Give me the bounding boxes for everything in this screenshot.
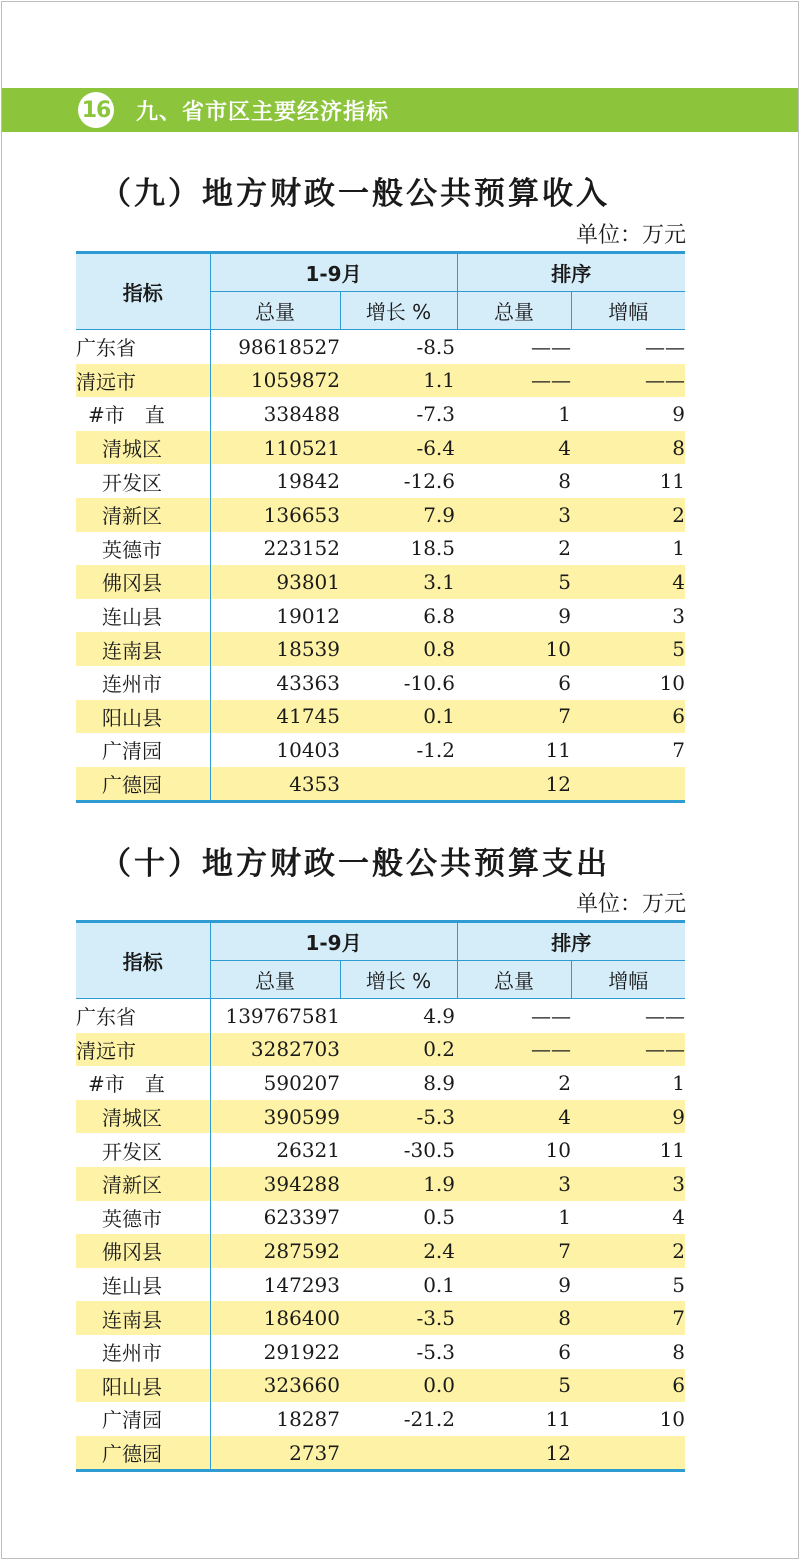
rank-growth-cell: 2 (571, 1234, 685, 1268)
region-name-cell: 广清园 (76, 1402, 210, 1436)
total-cell: 18539 (210, 632, 340, 666)
region-name-cell: 英德市 (76, 532, 210, 566)
rank-growth-cell: 6 (571, 1369, 685, 1403)
growth-header: 增长 % (340, 292, 457, 330)
region-name-cell: 广东省 (76, 999, 210, 1033)
growth-cell: -21.2 (403, 1406, 456, 1431)
rank-growth-cell: 11 (659, 1138, 686, 1163)
rank-growth-header: 增幅 (571, 961, 685, 999)
total-cell: 2737 (210, 1436, 340, 1471)
region-name-cell: 佛冈县 (76, 565, 210, 599)
rank-growth-header: 增幅 (571, 292, 685, 330)
rank-total-cell: 12 (457, 1436, 571, 1471)
region-name-cell: 清远市 (76, 1033, 210, 1067)
table-row (76, 1301, 685, 1335)
region-name-cell: 清新区 (76, 498, 210, 532)
rank-growth-cell: 6 (571, 700, 685, 734)
total-cell: 110521 (210, 431, 340, 465)
unit-label-expenditure: 单位：万元 (575, 892, 686, 917)
rank-growth-cell: —— (645, 334, 686, 359)
rank-growth-cell: 1 (672, 536, 686, 561)
region-name-cell: 清远市 (76, 364, 210, 398)
table-title-expenditure: （十）地方财政一般公共预算支出 (100, 846, 610, 882)
region-name-cell: 广东省 (76, 330, 210, 364)
rank-total-cell: 2 (558, 1070, 572, 1095)
page-number-badge: 16 (78, 92, 114, 128)
table-row (76, 1033, 685, 1067)
rank-growth-cell: 8 (672, 1339, 686, 1364)
total-cell: 136653 (210, 498, 340, 532)
growth-cell: -5.3 (340, 1100, 457, 1134)
region-name-cell: 英德市 (76, 1201, 210, 1235)
growth-cell: 4.9 (423, 1003, 456, 1028)
growth-cell: 3.1 (340, 565, 457, 599)
rank-total-cell: 5 (457, 1369, 571, 1403)
rank-total-cell: 10 (457, 632, 571, 666)
period-header: 1-9月 (210, 922, 457, 961)
growth-cell: 2.4 (340, 1234, 457, 1268)
rank-growth-cell: 5 (672, 1272, 686, 1297)
total-cell: 93801 (210, 565, 340, 599)
growth-cell: 0.0 (340, 1369, 457, 1403)
growth-cell: 18.5 (410, 536, 456, 561)
growth-cell: 1.1 (340, 364, 457, 398)
rank-total-cell: 9 (558, 603, 572, 628)
region-name-cell: 连山县 (76, 1268, 210, 1302)
table-row (76, 565, 685, 599)
region-name-cell: 连山县 (76, 599, 210, 633)
rank-total-cell: 8 (558, 469, 572, 494)
region-name-cell: 清新区 (76, 1167, 210, 1201)
growth-cell (340, 767, 457, 802)
expenditure-table (76, 920, 685, 1472)
rank-growth-cell: 7 (571, 1301, 685, 1335)
growth-cell: 1.9 (340, 1167, 457, 1201)
growth-cell: 7.9 (340, 498, 457, 532)
rank-growth-cell: 7 (672, 737, 686, 762)
growth-cell: -7.3 (416, 401, 456, 426)
rank-growth-cell: 8 (571, 431, 685, 465)
total-cell: 287592 (210, 1234, 340, 1268)
growth-cell: -10.6 (403, 670, 456, 695)
table-row (76, 1369, 685, 1403)
growth-cell: -3.5 (340, 1301, 457, 1335)
unit-label-revenue: 单位：万元 (575, 223, 686, 248)
rank-total-cell: 4 (457, 431, 571, 465)
revenue-table-body (76, 330, 685, 802)
total-cell: 186400 (210, 1301, 340, 1335)
total-cell: 3282703 (210, 1033, 340, 1067)
table-row (76, 431, 685, 465)
table-row (76, 1268, 685, 1302)
rank-total-cell: 4 (457, 1100, 571, 1134)
rank-growth-cell: 1 (672, 1070, 686, 1095)
rank-growth-cell (571, 1436, 685, 1471)
section-title: 九、省市区主要经济指标 (136, 99, 390, 125)
rank-total-cell: 12 (457, 767, 571, 802)
growth-cell: 8.9 (423, 1070, 456, 1095)
table-row (76, 1133, 685, 1167)
growth-header: 增长 % (340, 961, 457, 999)
rank-total-cell: —— (531, 334, 572, 359)
rank-header: 排序 (457, 922, 685, 961)
rank-total-cell: 6 (558, 670, 572, 695)
rank-growth-cell: 10 (659, 1406, 686, 1431)
region-name-cell: #市 直 (76, 397, 210, 431)
growth-cell: 6.8 (423, 603, 456, 628)
table-row (76, 1100, 685, 1134)
rank-total-cell: 9 (558, 1272, 572, 1297)
region-name-cell: 广清园 (76, 733, 210, 767)
rank-growth-cell: 3 (571, 1167, 685, 1201)
table-title-revenue: （九）地方财政一般公共预算收入 (100, 176, 610, 212)
region-name-cell: 广德园 (76, 1436, 210, 1471)
total-header: 总量 (210, 961, 340, 999)
table-row (76, 1234, 685, 1268)
rank-header: 排序 (457, 253, 685, 292)
total-cell: 43363 (276, 670, 340, 695)
region-name-cell: 连南县 (76, 1301, 210, 1335)
total-cell: 623397 (263, 1205, 340, 1230)
table-row (76, 1066, 685, 1100)
rank-total-cell: 5 (457, 565, 571, 599)
total-cell: 338488 (263, 401, 340, 426)
total-cell: 18287 (276, 1406, 340, 1431)
total-cell: 323660 (210, 1369, 340, 1403)
total-cell: 139767581 (225, 1003, 340, 1028)
total-cell: 98618527 (238, 334, 340, 359)
growth-cell: -5.3 (416, 1339, 456, 1364)
total-cell: 390599 (210, 1100, 340, 1134)
total-cell: 19842 (276, 469, 340, 494)
region-name-cell: 阳山县 (76, 700, 210, 734)
revenue-table (76, 251, 685, 803)
table-row (76, 1436, 685, 1471)
table-row (76, 1402, 685, 1436)
rank-total-cell: —— (457, 1033, 571, 1067)
rank-total-header: 总量 (457, 292, 571, 330)
rank-growth-cell: 5 (571, 632, 685, 666)
rank-growth-cell: 10 (659, 670, 686, 695)
growth-cell: -12.6 (403, 469, 456, 494)
growth-cell: 0.2 (340, 1033, 457, 1067)
expenditure-table-body (76, 999, 685, 1471)
growth-cell: 0.5 (423, 1205, 456, 1230)
table-row (76, 1167, 685, 1201)
rank-growth-cell: —— (571, 364, 685, 398)
rank-growth-cell: 4 (672, 1205, 686, 1230)
growth-cell: -6.4 (340, 431, 457, 465)
region-name-cell: 开发区 (76, 1133, 210, 1167)
section-band (2, 88, 798, 132)
table-row (76, 666, 685, 700)
rank-growth-cell: —— (645, 1003, 686, 1028)
region-name-cell: 阳山县 (76, 1369, 210, 1403)
region-name-cell: 清城区 (76, 1100, 210, 1134)
growth-cell (340, 1436, 457, 1471)
growth-cell: -30.5 (403, 1138, 456, 1163)
rank-total-cell: —— (531, 1003, 572, 1028)
rank-growth-cell: 9 (571, 1100, 685, 1134)
table-row (76, 532, 685, 566)
indicator-header: 指标 (76, 253, 210, 330)
table-row (76, 999, 685, 1033)
region-name-cell: 连州市 (76, 1335, 210, 1369)
rank-total-cell: 3 (457, 1167, 571, 1201)
total-cell: 147293 (263, 1272, 340, 1297)
table-row (76, 632, 685, 666)
period-header: 1-9月 (210, 253, 457, 292)
rank-growth-cell: —— (571, 1033, 685, 1067)
rank-growth-cell: 9 (672, 401, 686, 426)
growth-cell: 0.8 (340, 632, 457, 666)
rank-total-cell: 6 (558, 1339, 572, 1364)
rank-total-cell: 11 (545, 737, 572, 762)
table-row (76, 364, 685, 398)
total-cell: 26321 (276, 1138, 340, 1163)
rank-total-cell: 8 (457, 1301, 571, 1335)
region-name-cell: 清城区 (76, 431, 210, 465)
total-cell: 291922 (263, 1339, 340, 1364)
table-row (76, 599, 685, 633)
growth-cell: -1.2 (416, 737, 456, 762)
growth-cell: -8.5 (416, 334, 456, 359)
indicator-header: 指标 (76, 922, 210, 999)
table-row (76, 397, 685, 431)
table-row (76, 464, 685, 498)
rank-total-cell: 10 (545, 1138, 572, 1163)
total-cell: 41745 (210, 700, 340, 734)
table-row (76, 1335, 685, 1369)
table-row (76, 733, 685, 767)
total-cell: 223152 (263, 536, 340, 561)
region-name-cell: 广德园 (76, 767, 210, 802)
rank-growth-cell: 4 (571, 565, 685, 599)
table-row (76, 1201, 685, 1235)
total-cell: 1059872 (210, 364, 340, 398)
region-name-cell: 连南县 (76, 632, 210, 666)
rank-total-cell: 7 (457, 1234, 571, 1268)
region-name-cell: 佛冈县 (76, 1234, 210, 1268)
total-cell: 19012 (276, 603, 340, 628)
table-row (76, 498, 685, 532)
rank-total-cell: 11 (545, 1406, 572, 1431)
growth-cell: 0.1 (423, 1272, 456, 1297)
table-row (76, 700, 685, 734)
region-name-cell: #市 直 (76, 1066, 210, 1100)
table-row (76, 330, 685, 364)
rank-growth-cell (571, 767, 685, 802)
total-cell: 4353 (210, 767, 340, 802)
rank-total-cell: 7 (457, 700, 571, 734)
rank-growth-cell: 3 (672, 603, 686, 628)
growth-cell: 0.1 (340, 700, 457, 734)
total-cell: 394288 (210, 1167, 340, 1201)
total-cell: 590207 (263, 1070, 340, 1095)
total-cell: 10403 (276, 737, 340, 762)
rank-total-cell: —— (457, 364, 571, 398)
rank-total-cell: 3 (457, 498, 571, 532)
table-row (76, 767, 685, 802)
region-name-cell: 开发区 (76, 464, 210, 498)
rank-growth-cell: 2 (571, 498, 685, 532)
total-header: 总量 (210, 292, 340, 330)
region-name-cell: 连州市 (76, 666, 210, 700)
rank-total-header: 总量 (457, 961, 571, 999)
rank-total-cell: 1 (558, 1205, 572, 1230)
rank-total-cell: 2 (558, 536, 572, 561)
rank-total-cell: 1 (558, 401, 572, 426)
rank-growth-cell: 11 (659, 469, 686, 494)
